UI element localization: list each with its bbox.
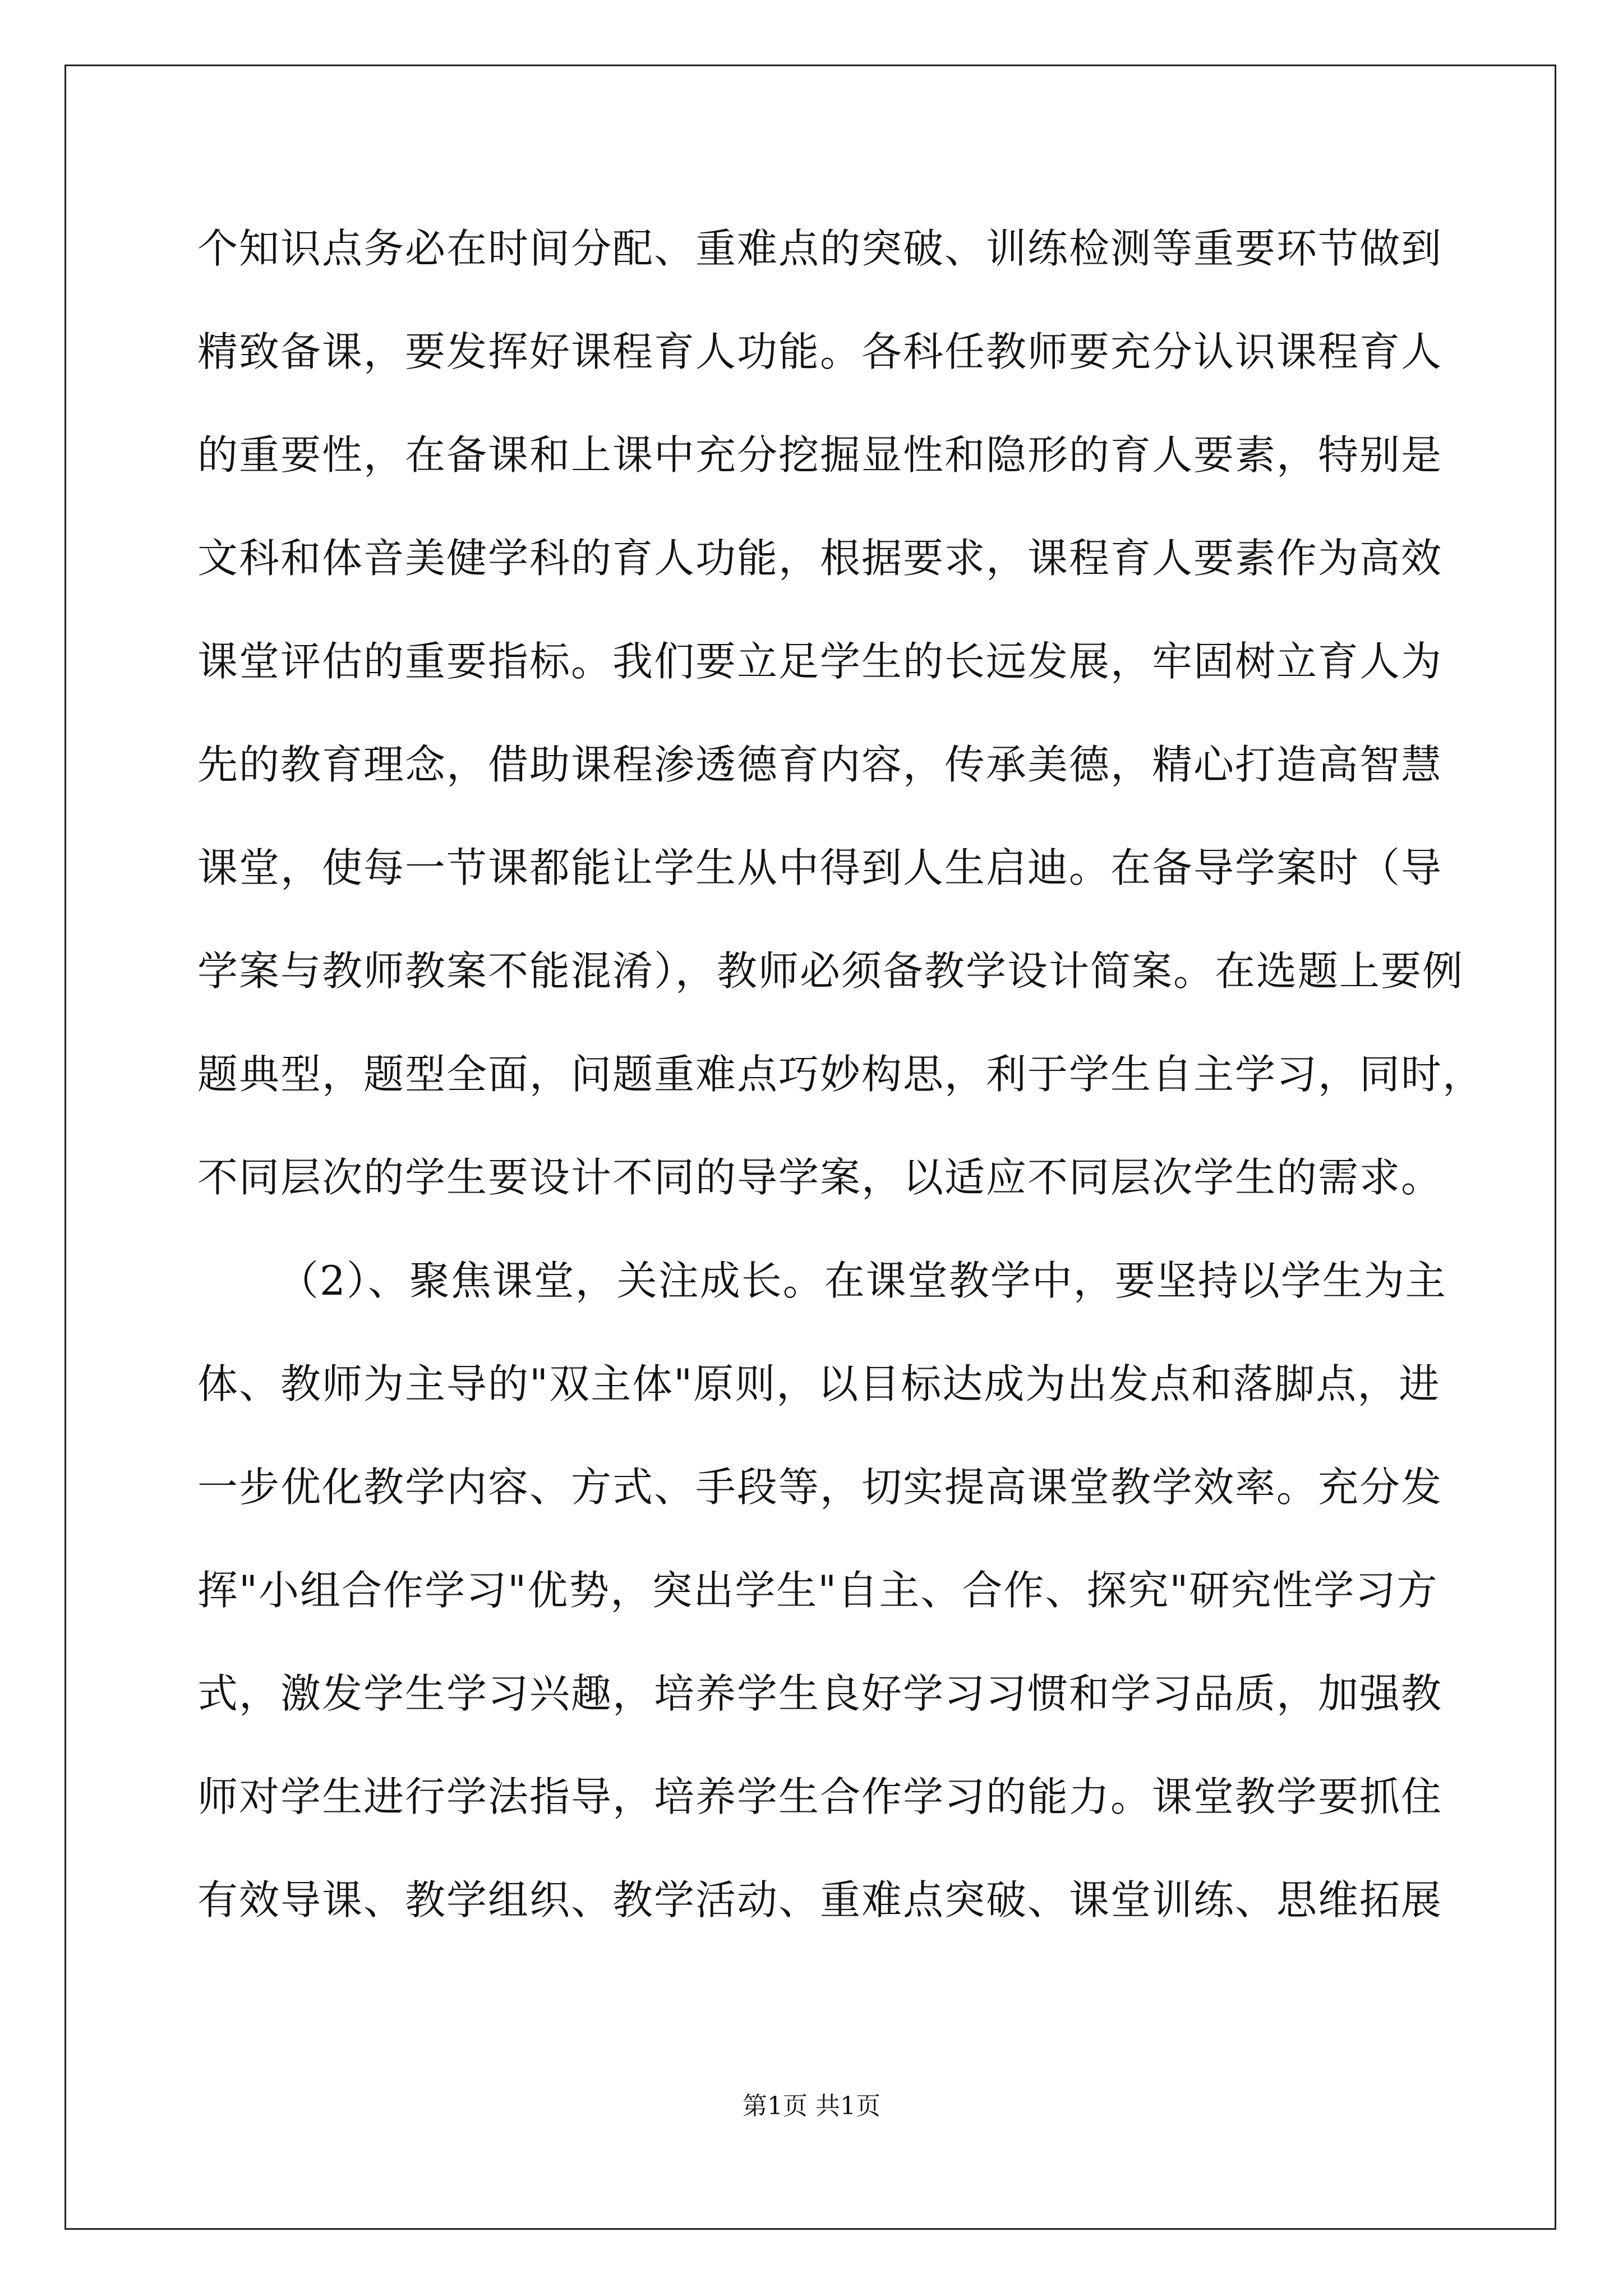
text-line: 先的教育理念，借助课程渗透德育内容，传承美德，精心打造高智慧 xyxy=(197,741,1443,788)
text-line: 的重要性，在备课和上课中充分挖掘显性和隐形的育人要素，特别是 xyxy=(197,431,1443,478)
text-line: 个知识点务必在时间分配、重难点的突破、训练检测等重要环节做到 xyxy=(197,225,1443,272)
text-line: 课堂，使每一节课都能让学生从中得到人生启迪。在备导学案时（导 xyxy=(197,844,1443,891)
text-line: 学案与教师教案不能混淆），教师必须备教学设计简案。在选题上要例 xyxy=(197,947,1464,995)
text-line: 题典型，题型全面，问题重难点巧妙构思，利于学生自主学习，同时， xyxy=(197,1051,1484,1098)
page-number: 第1页 共1页 xyxy=(743,2092,880,2120)
text-line: 课堂评估的重要指标。我们要立足学生的长远发展，牢固树立育人为 xyxy=(197,638,1443,685)
text-line: 式，激发学生学习兴趣，培养学生良好学习习惯和学习品质，加强教 xyxy=(197,1670,1443,1717)
text-line: 文科和体音美健学科的育人功能，根据要求，课程育人要素作为高效 xyxy=(197,535,1443,582)
text-line: 挥"小组合作学习"优势，突出学生"自主、合作、探究"研究性学习方 xyxy=(197,1567,1438,1614)
paragraph-start-line: （2）、聚焦课堂，关注成长。在课堂教学中，要坚持以学生为主 xyxy=(278,1257,1447,1304)
text-line: 体、教师为主导的"双主体"原则，以目标达成为出发点和落脚点，进 xyxy=(197,1360,1441,1407)
text-line: 精致备课，要发挥好课程育人功能。各科任教师要充分认识课程育人 xyxy=(197,328,1443,375)
text-line: 师对学生进行学法指导，培养学生合作学习的能力。课堂教学要抓住 xyxy=(197,1773,1443,1820)
text-line: 有效导课、教学组织、教学活动、重难点突破、课堂训练、思维拓展 xyxy=(197,1876,1443,1924)
text-line: 不同层次的学生要设计不同的导学案，以适应不同层次学生的需求。 xyxy=(197,1154,1443,1201)
text-line: 一步优化教学内容、方式、手段等，切实提高课堂教学效率。充分发 xyxy=(197,1464,1443,1511)
